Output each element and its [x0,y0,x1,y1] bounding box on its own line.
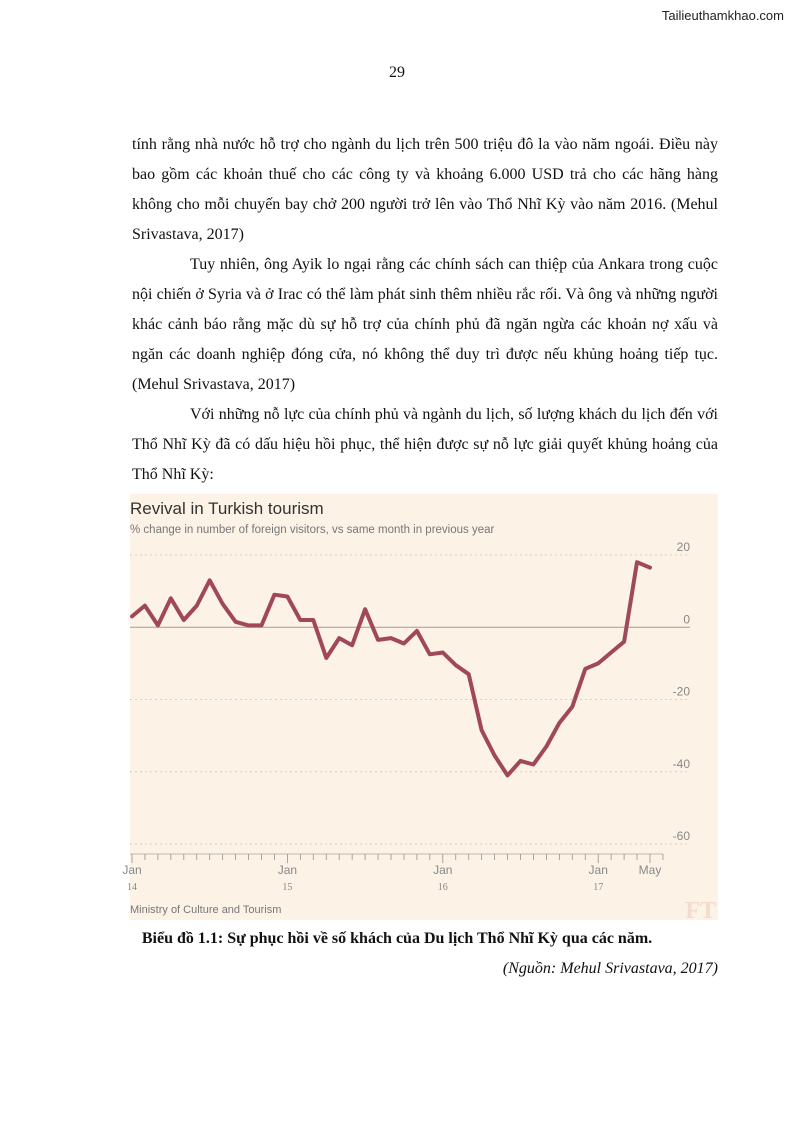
paragraph: Với những nỗ lực của chính phủ và ngành du lịch, số lượng khách du lịch đến với Thổ Nhĩ Kỳ đã có dấu hiệu hồi phục, thể hiện được sự nỗ lực giải quyết khủng hoảng của Thổ Nhĩ Kỳ: [132,406,718,483]
data-point [636,561,638,563]
ft-logo: FT [685,898,716,924]
data-point [299,619,301,621]
data-point [649,567,651,569]
data-point [597,662,599,664]
chart-source-note: Ministry of Culture and Tourism [130,904,282,916]
data-point [209,579,211,581]
data-point [623,641,625,643]
data-point [325,657,327,659]
data-point [377,639,379,641]
data-point [338,637,340,639]
data-point [312,619,314,621]
chart-subtitle: % change in number of foreign visitors, vs same month in previous year [130,524,495,536]
figure-caption: Biểu đồ 1.1: Sự phục hồi về số khách của Du lịch Thổ Nhĩ Kỳ qua các năm. [141,930,653,947]
x-tick-year-label: 14 [127,882,137,893]
data-point [131,615,133,617]
watermark-text: Tailieuthamkhao.com [661,8,784,23]
chart-figure [122,494,718,924]
x-tick-year-label: 16 [437,882,448,893]
data-point [610,652,612,654]
x-tick-label: Jan [588,863,608,877]
data-point [481,729,483,731]
series-line-foreign-visitors [132,562,650,775]
data-point [248,624,250,626]
data-point [235,621,237,623]
data-point [416,630,418,632]
paragraph: tính rằng nhà nước hỗ trợ cho ngành du lịch trên 500 triệu đô la vào năm ngoái. Điều này bao gồm các khoản thuế cho các công ty và khoảng 6.000 USD trả cho các hãng hàng không cho mỗi chuyến bay chở 200 người trở lên vào Thổ Nhĩ Kỳ vào năm 2016. (Mehul Srivastava, 2017) [132,136,718,243]
chart-title: Revival in Turkish tourism [130,499,324,518]
data-point [520,760,522,762]
data-point [170,597,172,599]
y-tick-label: 20 [676,540,690,554]
data-point [558,722,560,724]
x-tick-year-label: 15 [282,882,293,893]
y-tick-label: 0 [683,612,690,627]
data-point [468,673,470,675]
data-point [545,745,547,747]
data-point [494,754,496,756]
data-point [455,664,457,666]
body-text [132,130,718,490]
x-tick-label: Jan [122,863,142,877]
page-number: 29 [389,64,405,81]
data-point [403,643,405,645]
data-point [183,619,185,621]
figure-source: (Nguồn: Mehul Srivastava, 2017) [502,960,718,977]
x-tick-year-label: 17 [593,882,604,893]
paragraph: Tuy nhiên, ông Ayik lo ngại rằng các chính sách can thiệp của Ankara trong cuộc nội chiến ở Syria và ở Irac có thể làm phát sinh thêm nhiều rắc rối. Và ông và những người khác cảnh báo rằng mặc dù sự hỗ trợ của chính phủ đã ngăn ngừa các khoản nợ xấu và ngăn các doanh nghiệp đóng cửa, nó không thể duy trì được nếu khủng hoảng tiếp tục. (Mehul Srivastava, 2017) [132,256,718,393]
data-point [261,624,263,626]
data-point [390,637,392,639]
x-tick-label: Jan [277,863,298,877]
x-axis [122,854,663,893]
series-layer [131,561,651,776]
data-point [507,774,509,776]
data-point [273,594,275,596]
y-tick-label: -40 [672,756,690,771]
data-point [144,605,146,607]
data-point [364,608,366,610]
data-point [532,764,534,766]
data-point [429,653,431,655]
data-point [157,624,159,626]
data-point [286,596,288,598]
data-point [222,603,224,605]
x-tick-label: May [638,863,662,877]
data-point [571,706,573,708]
y-tick-label: -60 [672,829,690,843]
x-tick-label: Jan [433,863,453,877]
y-tick-label: -20 [672,684,690,699]
data-point [584,668,586,670]
data-point [196,605,198,607]
data-point [442,652,444,654]
data-point [351,644,353,646]
line-chart [122,494,718,924]
